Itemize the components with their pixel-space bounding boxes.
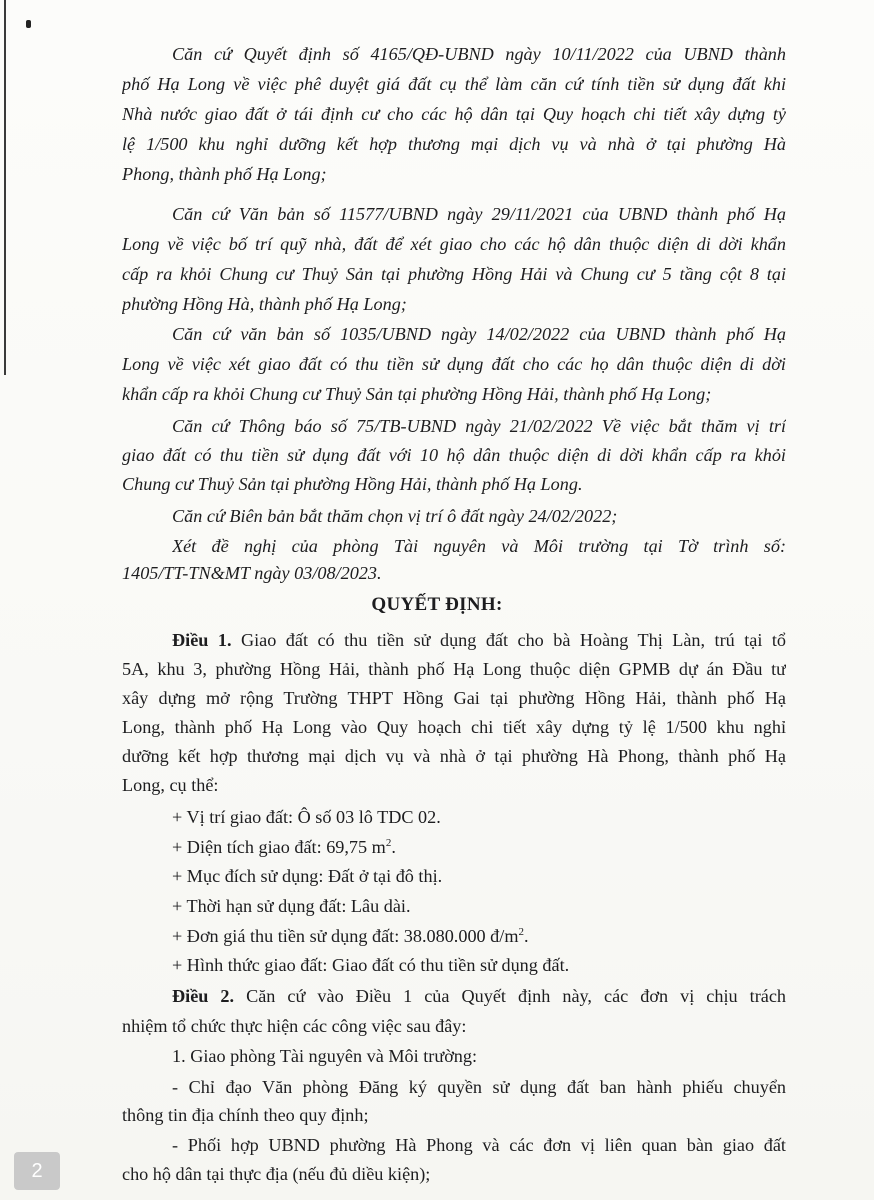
item-price-end: .	[523, 926, 529, 946]
preamble-text-line: khẩn cấp ra khỏi Chung cư Thuỷ Sản tại phường Hồng Hải, thành phố Hạ Long;	[122, 384, 712, 404]
item-price	[172, 924, 786, 948]
article-2-line: nhiệm tổ chức thực hiện các công việc sau đây:	[122, 1016, 467, 1036]
article-1-line	[172, 628, 786, 652]
preamble-text-line: Căn cứ Văn bản số 11577/UBND ngày 29/11/2021 của UBND thành phố Hạ	[172, 204, 786, 224]
article-1-line: Long, thành phố Hạ Long vào Quy hoạch chi tiết xây dựng tỷ lệ 1/500 khu nghỉ	[122, 717, 786, 737]
preamble-text-line: giao đất có thu tiền sử dụng đất với 10 hộ dân thuộc diện di dời khẩn cấp ra khỏi	[122, 445, 786, 465]
article-2-line: - Phối hợp UBND phường Hà Phong và các đơn vị liên quan bàn giao đất	[172, 1135, 786, 1155]
item-form: + Hình thức giao đất: Giao đất có thu tiền sử dụng đất.	[172, 955, 570, 975]
preamble-text-line: Căn cứ Thông báo số 75/TB-UBND ngày 21/02/2022 Về việc bắt thăm vị trí	[172, 416, 786, 436]
item-area-end: .	[391, 837, 396, 857]
article-1-line: dưỡng kết hợp thương mại dịch vụ và nhà ở tại phường Hà Phong, thành phố Hạ	[122, 746, 786, 766]
page-number-badge: 2	[14, 1152, 60, 1190]
preamble-text-line: cấp ra khỏi Chung cư Thuỷ Sản tại phường Hồng Hải và Chung cư 5 tầng cột 8 tại	[122, 264, 786, 284]
item-price-sup: 2	[518, 926, 524, 938]
punch-mark	[26, 20, 31, 28]
preamble-text-line: Long về việc xét giao đất có thu tiền sử dụng đất cho các họ dân thuộc diện di dời	[122, 354, 786, 374]
preamble-text-line: Căn cứ Biên bản bắt thăm chọn vị trí ô đất ngày 24/02/2022;	[172, 506, 618, 526]
preamble-text-line: 1405/TT-TN&MT ngày 03/08/2023.	[122, 563, 382, 583]
item-location: + Vị trí giao đất: Ô số 03 lô TDC 02.	[172, 807, 441, 827]
preamble-text-line: Căn cứ văn bản số 1035/UBND ngày 14/02/2022 của UBND thành phố Hạ	[172, 324, 786, 344]
preamble-text-line: Căn cứ Quyết định số 4165/QĐ-UBND ngày 10/11/2022 của UBND thành	[172, 44, 786, 64]
item-area	[172, 835, 786, 859]
article-2-line	[172, 984, 786, 1008]
preamble-text-line: phố Hạ Long về việc phê duyệt giá đất cụ thể làm căn cứ tính tiền sử dụng đất khi	[122, 74, 786, 94]
preamble-text-line: Chung cư Thuỷ Sản tại phường Hồng Hải, thành phố Hạ Long.	[122, 474, 583, 494]
item-area-text: + Diện tích giao đất: 69,75 m	[172, 837, 386, 857]
article-2-line: 1. Giao phòng Tài nguyên và Môi trường:	[172, 1046, 478, 1066]
article-1-label: Điều 1.	[172, 630, 232, 650]
preamble-text-line: Phong, thành phố Hạ Long;	[122, 164, 327, 184]
article-2-line: thông tin địa chính theo quy định;	[122, 1105, 369, 1125]
decision-heading: QUYẾT ĐỊNH:	[371, 594, 503, 615]
preamble-text-line: Long về việc bố trí quỹ nhà, đất để xét giao cho các hộ dân thuộc diện di dời khẩn	[122, 234, 786, 254]
article-2-label: Điều 2.	[172, 986, 235, 1006]
preamble-text-line: phường Hồng Hà, thành phố Hạ Long;	[122, 294, 407, 314]
preamble-text-line: Xét đề nghị của phòng Tài nguyên và Môi trường tại Tờ trình số:	[172, 536, 786, 556]
preamble-text-line: Nhà nước giao đất ở tái định cư cho các hộ dân tại Quy hoạch chi tiết xây dựng tỷ	[122, 104, 786, 124]
article-1-line: Long, cụ thể:	[122, 775, 219, 795]
article-2-line: cho hộ dân tại thực địa (nếu đủ diều kiện);	[122, 1164, 431, 1184]
article-1-line: xây dựng mở rộng Trường THPT Hồng Gai tại phường Hồng Hải, thành phố Hạ	[122, 688, 786, 708]
item-purpose: + Mục đích sử dụng: Đất ở tại đô thị.	[172, 866, 443, 886]
article-2-text: Căn cứ vào Điều 1 của Quyết định này, các đơn vị chịu trách	[234, 986, 786, 1006]
binding-edge	[4, 0, 6, 375]
preamble-text-line: lệ 1/500 khu nghỉ dưỡng kết hợp thương mại dịch vụ và nhà ở tại phường Hà	[122, 134, 786, 154]
item-price-text: + Đơn giá thu tiền sử dụng đất: 38.080.000 đ/m	[172, 926, 519, 946]
article-1-line: 5A, khu 3, phường Hồng Hải, thành phố Hạ Long thuộc diện GPMB dự án Đầu tư	[122, 659, 786, 679]
item-term: + Thời hạn sử dụng đất: Lâu dài.	[172, 896, 411, 916]
item-area-sup: 2	[385, 837, 392, 849]
article-1-text: Giao đất có thu tiền sử dụng đất cho bà Hoàng Thị Làn, trú tại tổ	[231, 630, 786, 650]
article-2-line: - Chỉ đạo Văn phòng Đăng ký quyền sử dụng đất ban hành phiếu chuyển	[172, 1077, 786, 1097]
